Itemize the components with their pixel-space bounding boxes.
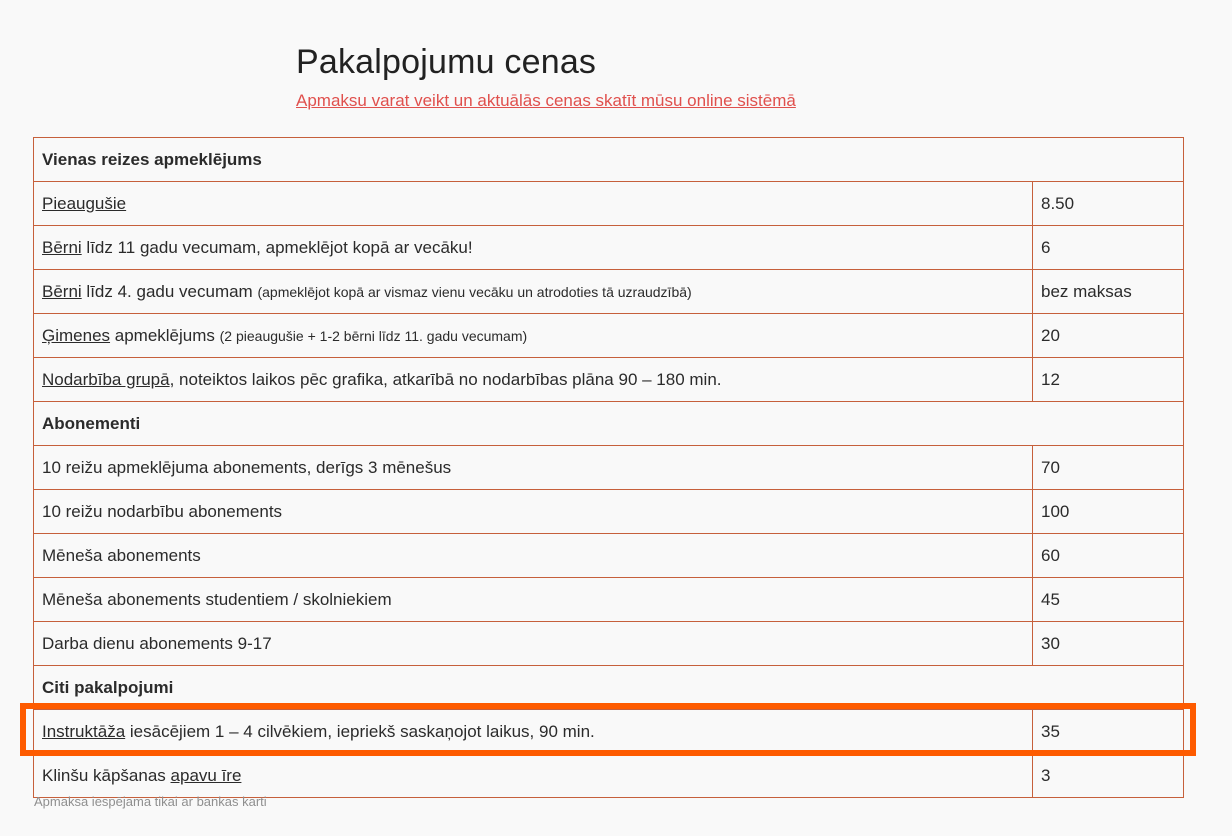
price-cell: 45 — [1033, 578, 1184, 622]
service-cell — [34, 358, 1033, 402]
table-row — [34, 446, 1184, 490]
service-text: līdz 11 gadu vecumam, apmeklējot kopā ar vecāku! — [81, 237, 473, 257]
service-text: līdz 4. gadu vecumam — [81, 281, 258, 301]
table-row — [34, 622, 1184, 666]
service-cell — [34, 578, 1033, 622]
price-cell: 70 — [1033, 446, 1184, 490]
price-cell: 100 — [1033, 490, 1184, 534]
service-cell — [34, 534, 1033, 578]
table-row — [34, 314, 1184, 358]
table-row — [34, 534, 1184, 578]
payment-footnote: Apmaksa iespējama tikai ar bankas karti — [34, 794, 267, 809]
service-cell — [34, 710, 1033, 754]
table-row — [34, 578, 1184, 622]
service-link[interactable]: Bērni — [42, 237, 82, 257]
price-cell: 3 — [1033, 754, 1184, 798]
service-cell — [34, 182, 1033, 226]
service-link[interactable]: Nodarbība grupā — [42, 369, 170, 389]
service-cell — [34, 270, 1033, 314]
table-row — [34, 182, 1184, 226]
service-text: apmeklējums — [110, 325, 220, 345]
section-row — [34, 666, 1184, 710]
section-header-cell: Citi pakalpojumi — [34, 666, 1184, 710]
service-text: 10 reižu nodarbību abonements — [42, 501, 283, 521]
table-row — [34, 490, 1184, 534]
service-text: , noteiktos laikos pēc grafika, atkarībā no nodarbības plāna 90 – 180 min. — [169, 369, 722, 389]
price-cell: 8.50 — [1033, 182, 1184, 226]
service-link[interactable]: Ģimenes — [42, 325, 111, 345]
service-text: Mēneša abonements — [42, 545, 201, 565]
table-row — [34, 226, 1184, 270]
service-link[interactable]: Instruktāža — [42, 721, 126, 741]
price-cell: 12 — [1033, 358, 1184, 402]
price-cell: 6 — [1033, 226, 1184, 270]
table-row — [34, 358, 1184, 402]
table-row — [34, 754, 1184, 798]
price-cell: 20 — [1033, 314, 1184, 358]
service-cell — [34, 446, 1033, 490]
section-header-cell: Abonementi — [34, 402, 1184, 446]
price-table — [33, 137, 1184, 798]
service-text: (2 pieaugušie + 1-2 bērni līdz 11. gadu vecumam) — [219, 327, 528, 344]
price-cell: 35 — [1033, 710, 1184, 754]
service-link[interactable]: Pieaugušie — [42, 193, 127, 213]
service-text: iesācējiem 1 – 4 cilvēkiem, iepriekš saskaņojot laikus, 90 min. — [125, 721, 595, 741]
service-text: 10 reižu apmeklējuma abonements, derīgs 3 mēnešus — [42, 457, 452, 477]
price-cell: bez maksas — [1033, 270, 1184, 314]
price-cell: 30 — [1033, 622, 1184, 666]
table-row — [34, 710, 1184, 754]
subtitle — [296, 91, 796, 111]
service-link[interactable]: apavu īre — [170, 765, 242, 785]
service-cell — [34, 226, 1033, 270]
service-text: Klinšu kāpšanas — [42, 765, 171, 785]
service-text: Mēneša abonements studentiem / skolniekiem — [42, 589, 392, 609]
section-row — [34, 402, 1184, 446]
section-header-cell: Vienas reizes apmeklējums — [34, 138, 1184, 182]
service-cell — [34, 754, 1033, 798]
section-row — [34, 138, 1184, 182]
price-cell: 60 — [1033, 534, 1184, 578]
service-text: Darba dienu abonements 9-17 — [42, 633, 272, 653]
service-cell — [34, 622, 1033, 666]
service-cell — [34, 490, 1033, 534]
page-title: Pakalpojumu cenas — [296, 42, 597, 81]
price-table-body — [34, 138, 1184, 798]
service-text: (apmeklējot kopā ar vismaz vienu vecāku un atrodoties tā uzraudzībā) — [257, 283, 692, 300]
service-cell — [34, 314, 1033, 358]
service-link[interactable]: Bērni — [42, 281, 82, 301]
table-row — [34, 270, 1184, 314]
online-system-link[interactable]: Apmaksu varat veikt un aktuālās cenas skatīt mūsu online sistēmā — [296, 91, 796, 110]
